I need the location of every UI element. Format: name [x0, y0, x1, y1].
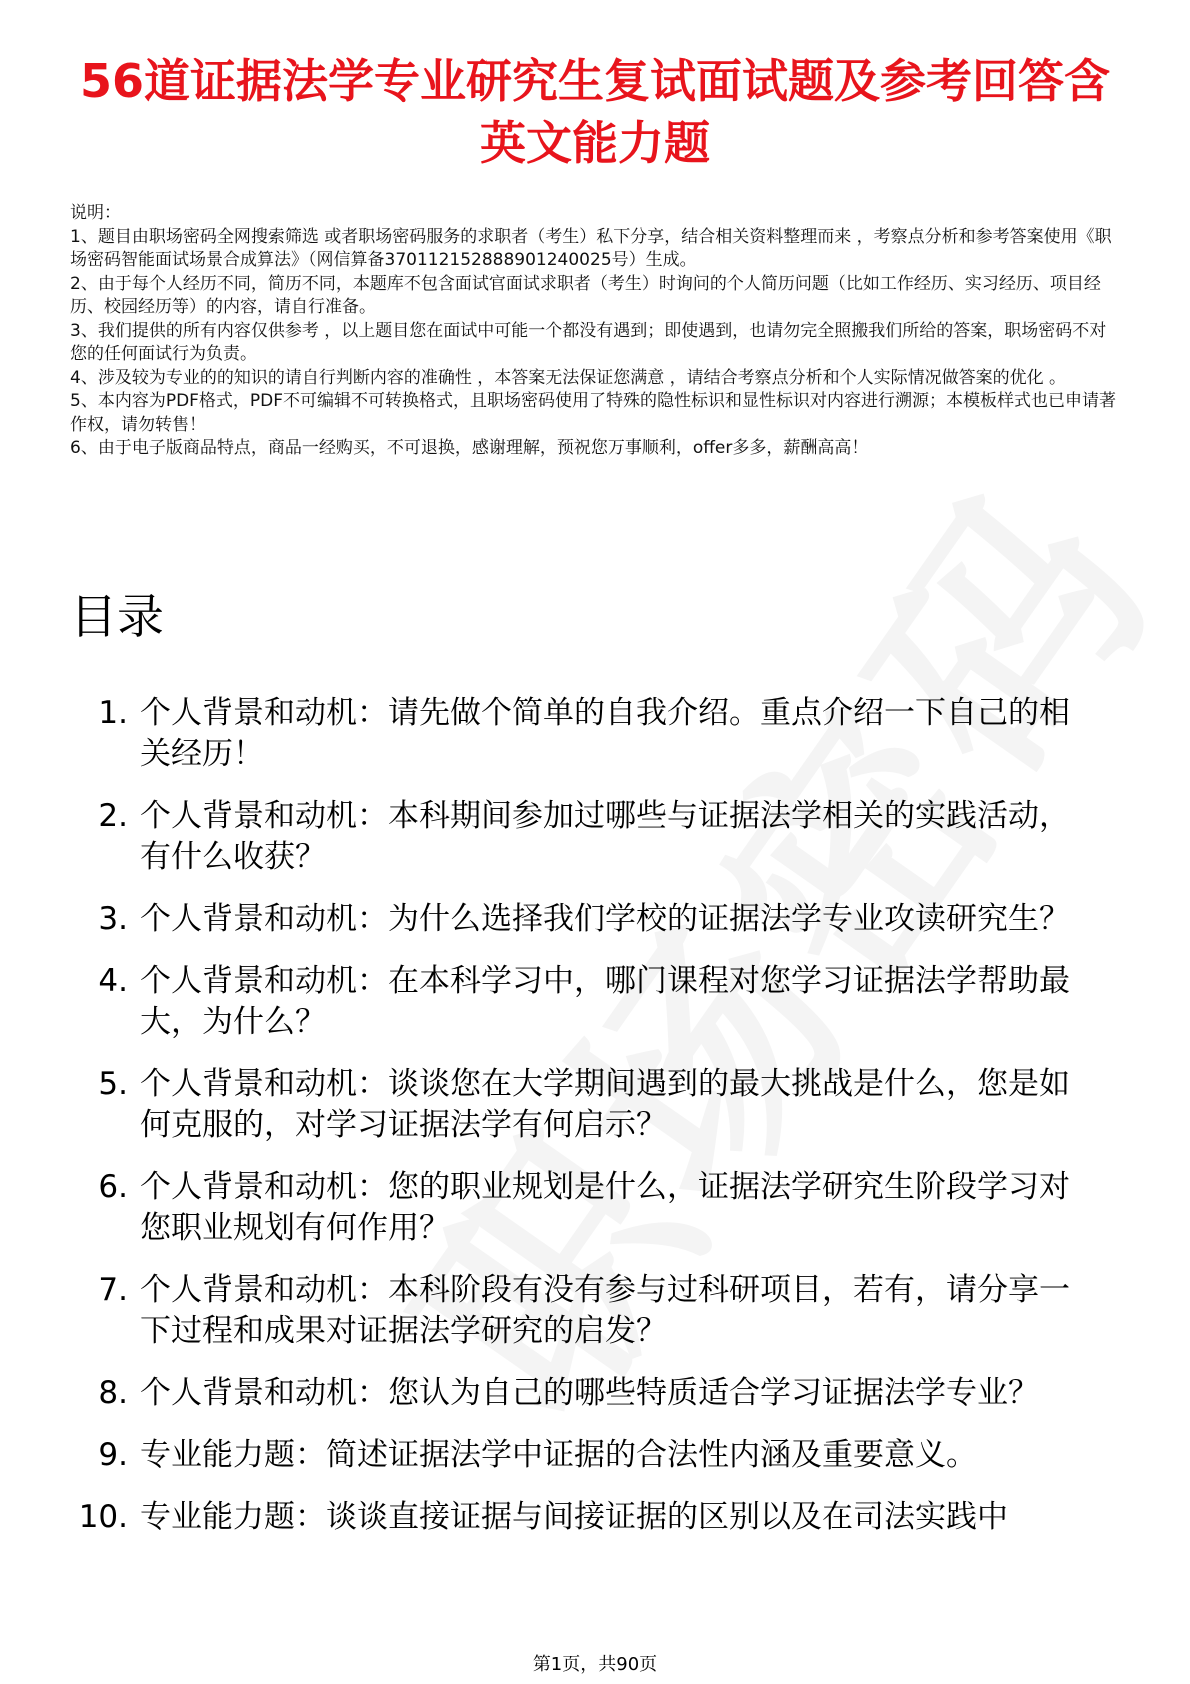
- toc-item[interactable]: [70, 796, 1130, 878]
- note-item: 4、涉及较为专业的的知识的请自行判断内容的准确性 ，本答案无法保证您满意 ，请结合考察点分析和个人实际情况做答案的优化 。: [70, 367, 1067, 388]
- toc-item[interactable]: [70, 1497, 1130, 1538]
- toc-item-number: 5.: [98, 1066, 128, 1102]
- toc-item-number: 3.: [98, 901, 128, 937]
- toc-item-number: 7.: [98, 1272, 128, 1308]
- toc-item-text: 个人背景和动机：请先做个简单的自我介绍。重点介绍一下自己的相关经历！: [140, 695, 1070, 772]
- toc-item[interactable]: [70, 693, 1130, 775]
- page-number: 第1页，共90页: [532, 1654, 658, 1675]
- toc-item[interactable]: [70, 1167, 1130, 1249]
- toc-item-number: 10.: [78, 1499, 128, 1535]
- toc-item-number: 2.: [98, 798, 128, 834]
- toc-item-number: 8.: [98, 1375, 128, 1411]
- toc-item-number: 6.: [98, 1169, 128, 1205]
- toc-item-text: 个人背景和动机：谈谈您在大学期间遇到的最大挑战是什么，您是如何克服的，对学习证据法学有何启示？: [140, 1066, 1070, 1143]
- notes-section: [70, 202, 1120, 461]
- notes-heading: 说明：: [70, 203, 121, 223]
- toc-item-text: 个人背景和动机：本科阶段有没有参与过科研项目，若有，请分享一下过程和成果对证据法学研究的启发？: [140, 1272, 1070, 1349]
- page-title: 56道证据法学专业研究生复试面试题及参考回答含英文能力题: [79, 54, 1110, 170]
- toc-item[interactable]: [70, 961, 1130, 1043]
- toc-item-text: 个人背景和动机：为什么选择我们学校的证据法学专业攻读研究生？: [140, 901, 1070, 937]
- toc-item-text: 个人背景和动机：本科期间参加过哪些与证据法学相关的实践活动，有什么收获？: [140, 798, 1070, 875]
- toc-item[interactable]: [70, 1270, 1130, 1352]
- note-item: 6、由于电子版商品特点，商品一经购买，不可退换，感谢理解，预祝您万事顺利，offer多多，薪酬高高！: [70, 438, 869, 458]
- note-item: 5、本内容为PDF格式，PDF不可编辑不可转换格式，且职场密码使用了特殊的隐性标识和显性标识对内容进行溯源；本模板样式也已申请著作权，请勿转售！: [70, 391, 1117, 435]
- toc-item-text: 个人背景和动机：您的职业规划是什么，证据法学研究生阶段学习对您职业规划有何作用？: [140, 1169, 1070, 1246]
- toc-item-number: 9.: [98, 1437, 128, 1473]
- toc-item-text: 专业能力题：谈谈直接证据与间接证据的区别以及在司法实践中: [140, 1499, 1008, 1535]
- note-item: 3、我们提供的所有内容仅供参考 ，以上题目您在面试中可能一个都没有遇到；即使遇到，也请勿完全照搬我们所给的答案，职场密码不对您的任何面试行为负责。: [70, 320, 1107, 364]
- note-item: 2、由于每个人经历不同，简历不同，本题库不包含面试官面试求职者（考生）时询问的个人简历问题（比如工作经历、实习经历、项目经历、校园经历等）的内容，请自行准备。: [70, 273, 1101, 317]
- toc-item-text: 个人背景和动机：在本科学习中，哪门课程对您学习证据法学帮助最大，为什么？: [140, 963, 1070, 1040]
- toc-item-text: 个人背景和动机：您认为自己的哪些特质适合学习证据法学专业？: [140, 1375, 1039, 1411]
- toc-item-number: 4.: [98, 963, 128, 999]
- toc-item[interactable]: [70, 1435, 1130, 1476]
- toc-item[interactable]: [70, 1064, 1130, 1146]
- toc-item[interactable]: [70, 899, 1130, 940]
- toc-item-text: 专业能力题：简述证据法学中证据的合法性内涵及重要意义。: [140, 1437, 977, 1473]
- toc-heading: 目录: [70, 590, 164, 645]
- toc-list: [70, 693, 1130, 1559]
- note-item: 1、题目由职场密码全网搜索筛选 或者职场密码服务的求职者（考生）私下分享，结合相关资料整理而来 ，考察点分析和参考答案使用《职场密码智能面试场景合成算法》（网信算备370112152888901240025号）生成。: [70, 226, 1112, 270]
- toc-item[interactable]: [70, 1373, 1130, 1414]
- toc-item-number: 1.: [98, 695, 128, 731]
